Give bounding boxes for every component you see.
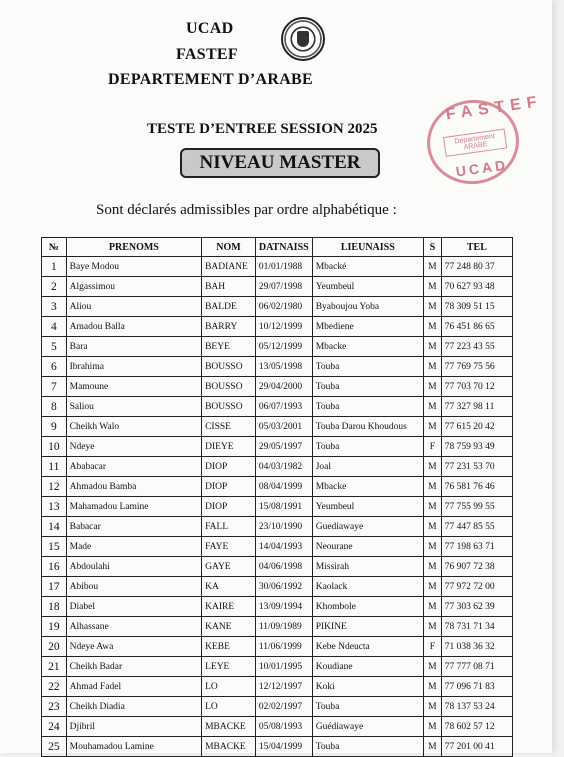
first-names-cell: Abdoulahi: [66, 557, 201, 577]
stamp-top-text: FASTEF: [444, 93, 544, 124]
last-name-cell: FALL: [202, 517, 256, 537]
birth-place-cell: Touba: [312, 737, 423, 757]
birth-place-cell: Mbacke: [312, 337, 423, 357]
table-row: [42, 457, 513, 477]
table-row: [42, 437, 513, 457]
sex-cell: M: [423, 457, 441, 477]
first-names-cell: Ndeye Awa: [66, 637, 201, 657]
last-name-cell: FAYE: [202, 537, 256, 557]
row-number-cell: 21: [42, 657, 67, 677]
table-row: [42, 577, 513, 597]
table-row: [42, 397, 513, 417]
last-name-cell: DIOP: [202, 497, 256, 517]
row-number-cell: 17: [42, 577, 67, 597]
page-title: TESTE D’ENTREE SESSION 2025: [147, 121, 378, 137]
last-name-cell: BOUSSO: [202, 357, 256, 377]
first-names-cell: Babacar: [66, 517, 201, 537]
birth-date-cell: 23/10/1990: [255, 517, 312, 537]
last-name-cell: CISSE: [202, 417, 256, 437]
birth-place-cell: Yeumbeul: [312, 497, 423, 517]
last-name-cell: LEYE: [202, 657, 256, 677]
birth-date-cell: 04/03/1982: [255, 457, 312, 477]
sex-cell: M: [423, 257, 441, 277]
row-number-cell: 22: [42, 677, 67, 697]
phone-cell: 77 447 85 55: [441, 517, 512, 537]
sex-cell: M: [423, 397, 441, 417]
row-number-cell: 6: [42, 357, 67, 377]
row-number-cell: 24: [42, 717, 67, 737]
sex-cell: M: [423, 677, 441, 697]
birth-date-cell: 30/06/1992: [255, 577, 312, 597]
row-number-cell: 12: [42, 477, 67, 497]
birth-place-cell: Yeumbeul: [312, 277, 423, 297]
phone-cell: 78 602 57 12: [441, 717, 512, 737]
table-row: [42, 557, 513, 577]
table-row: [42, 297, 513, 317]
table-row: [42, 677, 513, 697]
birth-place-cell: Koki: [312, 677, 423, 697]
sex-cell: F: [423, 637, 441, 657]
first-names-cell: Mahamadou Lamine: [66, 497, 201, 517]
sex-cell: M: [423, 517, 441, 537]
birth-place-cell: Touba: [312, 397, 423, 417]
sex-cell: M: [423, 417, 441, 437]
birth-date-cell: 01/01/1988: [255, 257, 312, 277]
table-row: [42, 377, 513, 397]
table-row: [42, 317, 513, 337]
col-header-prenoms: PRENOMS: [66, 238, 201, 257]
birth-place-cell: Touba Darou Khoudous: [312, 417, 423, 437]
first-names-cell: Made: [66, 537, 201, 557]
birth-date-cell: 05/03/2001: [255, 417, 312, 437]
last-name-cell: DIOP: [202, 457, 256, 477]
birth-place-cell: Touba: [312, 357, 423, 377]
birth-date-cell: 05/12/1999: [255, 337, 312, 357]
birth-place-cell: Kaolack: [312, 577, 423, 597]
birth-date-cell: 13/09/1994: [255, 597, 312, 617]
birth-date-cell: 11/09/1989: [255, 617, 312, 637]
birth-place-cell: Joal: [312, 457, 423, 477]
table-row: [42, 697, 513, 717]
birth-place-cell: Missirah: [312, 557, 423, 577]
last-name-cell: BEYE: [202, 337, 256, 357]
birth-place-cell: Byaboujou Yoba: [312, 297, 423, 317]
col-header-sexe: S: [423, 238, 441, 257]
last-name-cell: BADIANE: [202, 257, 256, 277]
birth-date-cell: 04/06/1998: [255, 557, 312, 577]
birth-place-cell: Touba: [312, 377, 423, 397]
birth-place-cell: Khombole: [312, 597, 423, 617]
stamp-middle-text: Département ARABE: [443, 128, 507, 156]
birth-date-cell: 29/07/1998: [255, 277, 312, 297]
first-names-cell: Djibril: [66, 717, 201, 737]
row-number-cell: 4: [42, 317, 67, 337]
row-number-cell: 8: [42, 397, 67, 417]
row-number-cell: 5: [42, 337, 67, 357]
first-names-cell: Ndeye: [66, 437, 201, 457]
row-number-cell: 14: [42, 517, 67, 537]
birth-date-cell: 10/01/1995: [255, 657, 312, 677]
sex-cell: M: [423, 377, 441, 397]
row-number-cell: 13: [42, 497, 67, 517]
first-names-cell: Ibrahima: [66, 357, 201, 377]
row-number-cell: 9: [42, 417, 67, 437]
row-number-cell: 7: [42, 377, 67, 397]
birth-place-cell: Mbacké: [312, 257, 423, 277]
sex-cell: M: [423, 717, 441, 737]
department-stamp: [422, 93, 544, 190]
phone-cell: 78 309 51 15: [441, 297, 512, 317]
birth-date-cell: 14/04/1993: [255, 537, 312, 557]
birth-date-cell: 29/05/1997: [255, 437, 312, 457]
first-names-cell: Algassimou: [66, 277, 201, 297]
last-name-cell: LO: [202, 677, 256, 697]
phone-cell: 78 759 93 49: [441, 437, 512, 457]
sex-cell: F: [423, 437, 441, 457]
table-row: [42, 277, 513, 297]
first-names-cell: Ahmadou Bamba: [66, 477, 201, 497]
phone-cell: 77 777 08 71: [441, 657, 512, 677]
sex-cell: M: [423, 477, 441, 497]
faculty-name: FASTEF: [176, 46, 238, 63]
birth-date-cell: 06/02/1980: [255, 297, 312, 317]
row-number-cell: 25: [42, 737, 67, 757]
birth-date-cell: 13/05/1998: [255, 357, 312, 377]
row-number-cell: 1: [42, 257, 67, 277]
phone-cell: 77 198 63 71: [441, 537, 512, 557]
birth-place-cell: Guédiawaye: [312, 717, 423, 737]
sex-cell: M: [423, 297, 441, 317]
last-name-cell: BARRY: [202, 317, 256, 337]
first-names-cell: Saliou: [66, 397, 201, 417]
birth-place-cell: Mbacke: [312, 477, 423, 497]
phone-cell: 77 201 00 41: [441, 737, 512, 757]
table-row: [42, 617, 513, 637]
birth-date-cell: 02/02/1997: [255, 697, 312, 717]
sex-cell: M: [423, 657, 441, 677]
table-row: [42, 477, 513, 497]
table-row: [42, 517, 513, 537]
phone-cell: 76 907 72 38: [441, 557, 512, 577]
first-names-cell: Cheikh Badar: [66, 657, 201, 677]
first-names-cell: Ababacar: [66, 457, 201, 477]
table-row: [42, 417, 513, 437]
phone-cell: 70 627 93 48: [441, 277, 512, 297]
phone-cell: 77 769 75 56: [441, 357, 512, 377]
birth-date-cell: 08/04/1999: [255, 477, 312, 497]
table-row: [42, 657, 513, 677]
birth-date-cell: 10/12/1999: [255, 317, 312, 337]
sex-cell: M: [423, 557, 441, 577]
last-name-cell: DIEYE: [202, 437, 256, 457]
phone-cell: 71 038 36 32: [441, 637, 512, 657]
first-names-cell: Baye Modou: [66, 257, 201, 277]
birth-place-cell: Kebe Ndeucta: [312, 637, 423, 657]
col-header-tel: TEL: [441, 238, 512, 257]
last-name-cell: GAYE: [202, 557, 256, 577]
birth-date-cell: 05/08/1993: [255, 717, 312, 737]
birth-date-cell: 15/04/1999: [255, 737, 312, 757]
last-name-cell: BAH: [202, 277, 256, 297]
phone-cell: 77 755 99 55: [441, 497, 512, 517]
last-name-cell: DIOP: [202, 477, 256, 497]
birth-date-cell: 06/07/1993: [255, 397, 312, 417]
first-names-cell: Amadou Balla: [66, 317, 201, 337]
phone-cell: 77 248 80 37: [441, 257, 512, 277]
first-names-cell: Abibou: [66, 577, 201, 597]
first-names-cell: Cheikh Walo: [66, 417, 201, 437]
phone-cell: 76 581 76 46: [441, 477, 512, 497]
phone-cell: 77 972 72 00: [441, 577, 512, 597]
last-name-cell: BOUSSO: [202, 397, 256, 417]
phone-cell: 77 096 71 83: [441, 677, 512, 697]
table-row: [42, 597, 513, 617]
university-seal-logo: [281, 17, 325, 61]
sex-cell: M: [423, 537, 441, 557]
phone-cell: 77 231 53 70: [441, 457, 512, 477]
col-header-lieunaiss: LIEUNAISS: [312, 238, 423, 257]
level-label: NIVEAU MASTER: [199, 152, 361, 173]
table-row: [42, 497, 513, 517]
subtitle: Sont déclarés admissibles par ordre alphabétique :: [96, 202, 397, 218]
first-names-cell: Bara: [66, 337, 201, 357]
sex-cell: M: [423, 497, 441, 517]
table-header-row: [42, 238, 513, 257]
first-names-cell: Ahmad Fadel: [66, 677, 201, 697]
row-number-cell: 15: [42, 537, 67, 557]
birth-date-cell: 29/04/2000: [255, 377, 312, 397]
row-number-cell: 19: [42, 617, 67, 637]
birth-place-cell: Touba: [312, 437, 423, 457]
phone-cell: 77 303 62 39: [441, 597, 512, 617]
first-names-cell: Diabel: [66, 597, 201, 617]
birth-place-cell: Mbediene: [312, 317, 423, 337]
sex-cell: M: [423, 357, 441, 377]
table-row: [42, 737, 513, 757]
first-names-cell: Mouhamadou Lamine: [66, 737, 201, 757]
phone-cell: 77 327 98 11: [441, 397, 512, 417]
table-row: [42, 637, 513, 657]
birth-place-cell: Touba: [312, 697, 423, 717]
level-banner: [180, 148, 380, 178]
first-names-cell: Aliou: [66, 297, 201, 317]
table-row: [42, 537, 513, 557]
last-name-cell: MBACKE: [202, 737, 256, 757]
admissions-table: [41, 237, 513, 757]
last-name-cell: KA: [202, 577, 256, 597]
first-names-cell: Mamoune: [66, 377, 201, 397]
department-name: DEPARTEMENT D’ARABE: [108, 71, 314, 88]
table-row: [42, 357, 513, 377]
sex-cell: M: [423, 277, 441, 297]
last-name-cell: MBACKE: [202, 717, 256, 737]
birth-date-cell: 12/12/1997: [255, 677, 312, 697]
last-name-cell: BALDE: [202, 297, 256, 317]
first-names-cell: Alhassane: [66, 617, 201, 637]
phone-cell: 77 223 43 55: [441, 337, 512, 357]
table-row: [42, 257, 513, 277]
stamp-bottom-text: UCAD: [454, 156, 510, 180]
row-number-cell: 16: [42, 557, 67, 577]
sex-cell: M: [423, 737, 441, 757]
col-header-datnaiss: DATNAISS: [255, 238, 312, 257]
birth-place-cell: Neourane: [312, 537, 423, 557]
sex-cell: M: [423, 617, 441, 637]
col-header-number: №: [42, 238, 67, 257]
col-header-nom: NOM: [202, 238, 256, 257]
sex-cell: M: [423, 317, 441, 337]
table-row: [42, 337, 513, 357]
last-name-cell: BOUSSO: [202, 377, 256, 397]
last-name-cell: KEBE: [202, 637, 256, 657]
birth-date-cell: 11/06/1999: [255, 637, 312, 657]
row-number-cell: 20: [42, 637, 67, 657]
phone-cell: 78 137 53 24: [441, 697, 512, 717]
row-number-cell: 10: [42, 437, 67, 457]
row-number-cell: 18: [42, 597, 67, 617]
university-name: UCAD: [186, 20, 234, 37]
row-number-cell: 2: [42, 277, 67, 297]
sex-cell: M: [423, 577, 441, 597]
last-name-cell: LO: [202, 697, 256, 717]
last-name-cell: KANE: [202, 617, 256, 637]
table-row: [42, 717, 513, 737]
phone-cell: 76 451 86 65: [441, 317, 512, 337]
birth-place-cell: PIKINE: [312, 617, 423, 637]
row-number-cell: 23: [42, 697, 67, 717]
phone-cell: 77 615 20 42: [441, 417, 512, 437]
row-number-cell: 11: [42, 457, 67, 477]
birth-place-cell: Guediawaye: [312, 517, 423, 537]
first-names-cell: Cheikh Diadia: [66, 697, 201, 717]
last-name-cell: KAIRE: [202, 597, 256, 617]
phone-cell: 77 703 70 12: [441, 377, 512, 397]
sex-cell: M: [423, 697, 441, 717]
row-number-cell: 3: [42, 297, 67, 317]
birth-date-cell: 15/08/1991: [255, 497, 312, 517]
birth-place-cell: Koudiane: [312, 657, 423, 677]
sex-cell: M: [423, 337, 441, 357]
phone-cell: 78 731 71 34: [441, 617, 512, 637]
sex-cell: M: [423, 597, 441, 617]
